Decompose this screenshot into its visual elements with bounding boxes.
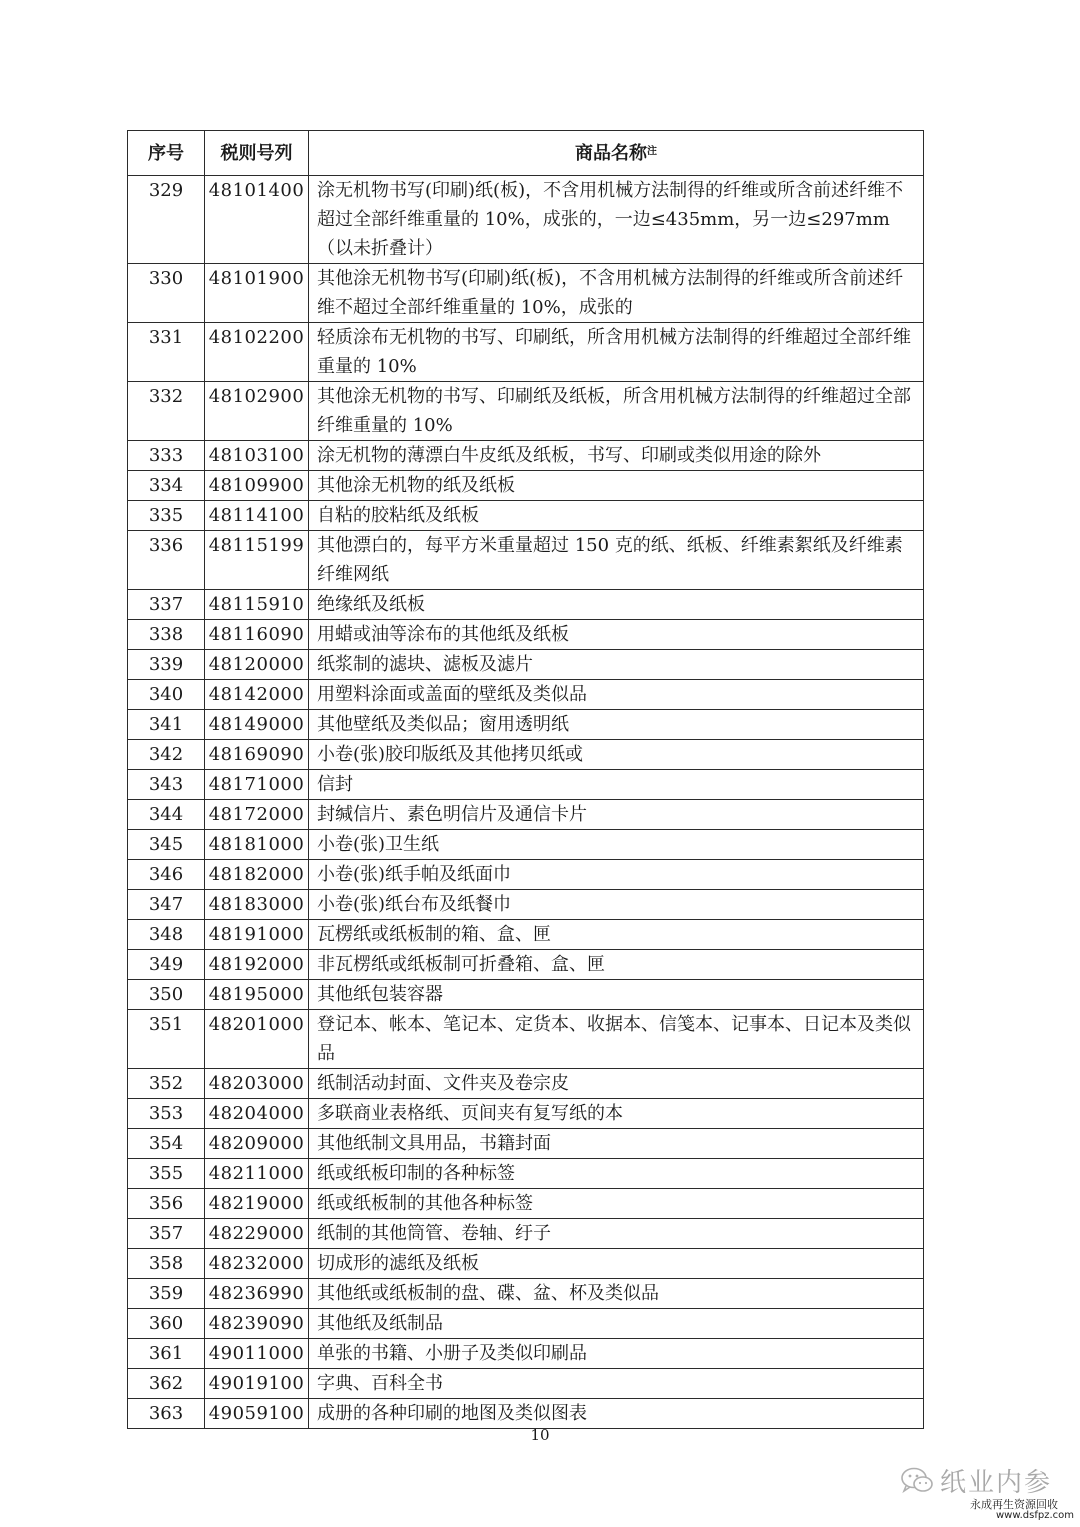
row-serial-no: 355 bbox=[128, 1159, 205, 1189]
row-tariff-code: 48102900 bbox=[205, 382, 309, 441]
table-row bbox=[128, 1279, 924, 1309]
table-body bbox=[128, 176, 924, 1429]
row-tariff-code: 48209000 bbox=[205, 1129, 309, 1159]
table-row bbox=[128, 590, 924, 620]
row-tariff-code: 48219000 bbox=[205, 1189, 309, 1219]
table-row bbox=[128, 1309, 924, 1339]
row-commodity-name: 信封 bbox=[309, 770, 924, 800]
table-row bbox=[128, 890, 924, 920]
row-tariff-code: 48211000 bbox=[205, 1159, 309, 1189]
row-commodity-name: 用蜡或油等涂布的其他纸及纸板 bbox=[309, 620, 924, 650]
table-row bbox=[128, 680, 924, 710]
row-serial-no: 335 bbox=[128, 501, 205, 531]
row-tariff-code: 48103100 bbox=[205, 441, 309, 471]
row-serial-no: 337 bbox=[128, 590, 205, 620]
row-serial-no: 350 bbox=[128, 980, 205, 1010]
row-serial-no: 354 bbox=[128, 1129, 205, 1159]
table-row bbox=[128, 264, 924, 323]
row-tariff-code: 48181000 bbox=[205, 830, 309, 860]
row-tariff-code: 48229000 bbox=[205, 1219, 309, 1249]
wechat-icon bbox=[900, 1466, 934, 1496]
row-serial-no: 345 bbox=[128, 830, 205, 860]
table-row bbox=[128, 471, 924, 501]
table-row bbox=[128, 950, 924, 980]
row-commodity-name: 其他漂白的，每平方米重量超过 150 克的纸、纸板、纤维素絮纸及纤维素纤维网纸 bbox=[309, 531, 924, 590]
table-row bbox=[128, 1219, 924, 1249]
table-header-row bbox=[128, 131, 924, 176]
row-serial-no: 331 bbox=[128, 323, 205, 382]
row-serial-no: 339 bbox=[128, 650, 205, 680]
header-note-mark: 注 bbox=[647, 145, 657, 157]
row-serial-no: 360 bbox=[128, 1309, 205, 1339]
row-tariff-code: 48115199 bbox=[205, 531, 309, 590]
row-commodity-name: 多联商业表格纸、页间夹有复写纸的本 bbox=[309, 1099, 924, 1129]
table-row bbox=[128, 1369, 924, 1399]
row-commodity-name: 其他涂无机物的书写、印刷纸及纸板，所含用机械方法制得的纤维超过全部纤维重量的 10% bbox=[309, 382, 924, 441]
header-tariff-code: 税则号列 bbox=[205, 131, 309, 176]
table-row bbox=[128, 710, 924, 740]
row-serial-no: 338 bbox=[128, 620, 205, 650]
row-commodity-name: 登记本、帐本、笔记本、定货本、收据本、信笺本、记事本、日记本及类似品 bbox=[309, 1010, 924, 1069]
row-serial-no: 330 bbox=[128, 264, 205, 323]
row-commodity-name: 涂无机物书写(印刷)纸(板)，不含用机械方法制得的纤维或所含前述纤维不超过全部纤维重量的 10%，成张的，一边≤435mm，另一边≤297mm（以未折叠计） bbox=[309, 176, 924, 264]
table-row bbox=[128, 1069, 924, 1099]
row-serial-no: 336 bbox=[128, 531, 205, 590]
row-tariff-code: 48182000 bbox=[205, 860, 309, 890]
row-commodity-name: 纸制活动封面、文件夹及卷宗皮 bbox=[309, 1069, 924, 1099]
header-commodity-name bbox=[309, 131, 924, 176]
table-row bbox=[128, 920, 924, 950]
row-commodity-name: 其他纸及纸制品 bbox=[309, 1309, 924, 1339]
row-serial-no: 333 bbox=[128, 441, 205, 471]
row-serial-no: 348 bbox=[128, 920, 205, 950]
table-row bbox=[128, 1099, 924, 1129]
row-commodity-name: 小卷(张)纸手帕及纸面巾 bbox=[309, 860, 924, 890]
row-commodity-name: 其他纸包装容器 bbox=[309, 980, 924, 1010]
row-commodity-name: 小卷(张)卫生纸 bbox=[309, 830, 924, 860]
table-row bbox=[128, 800, 924, 830]
row-tariff-code: 48116090 bbox=[205, 620, 309, 650]
table-row bbox=[128, 770, 924, 800]
row-serial-no: 362 bbox=[128, 1369, 205, 1399]
row-tariff-code: 49059100 bbox=[205, 1399, 309, 1429]
table-row bbox=[128, 650, 924, 680]
row-tariff-code: 48120000 bbox=[205, 650, 309, 680]
table-row bbox=[128, 1010, 924, 1069]
header-commodity-name-label: 商品名称 bbox=[575, 142, 647, 164]
table-row bbox=[128, 382, 924, 441]
row-tariff-code: 48169090 bbox=[205, 740, 309, 770]
row-commodity-name: 涂无机物的薄漂白牛皮纸及纸板，书写、印刷或类似用途的除外 bbox=[309, 441, 924, 471]
row-tariff-code: 48192000 bbox=[205, 950, 309, 980]
row-tariff-code: 48232000 bbox=[205, 1249, 309, 1279]
row-serial-no: 358 bbox=[128, 1249, 205, 1279]
row-tariff-code: 48203000 bbox=[205, 1069, 309, 1099]
row-tariff-code: 48101400 bbox=[205, 176, 309, 264]
row-tariff-code: 49011000 bbox=[205, 1339, 309, 1369]
row-commodity-name: 纸或纸板制的其他各种标签 bbox=[309, 1189, 924, 1219]
row-commodity-name: 轻质涂布无机物的书写、印刷纸，所含用机械方法制得的纤维超过全部纤维重量的 10% bbox=[309, 323, 924, 382]
row-commodity-name: 成册的各种印刷的地图及类似图表 bbox=[309, 1399, 924, 1429]
row-tariff-code: 48114100 bbox=[205, 501, 309, 531]
row-serial-no: 342 bbox=[128, 740, 205, 770]
row-serial-no: 356 bbox=[128, 1189, 205, 1219]
row-tariff-code: 48239090 bbox=[205, 1309, 309, 1339]
table-row bbox=[128, 980, 924, 1010]
row-serial-no: 351 bbox=[128, 1010, 205, 1069]
table-row bbox=[128, 1339, 924, 1369]
row-tariff-code: 48102200 bbox=[205, 323, 309, 382]
row-commodity-name: 纸或纸板印制的各种标签 bbox=[309, 1159, 924, 1189]
row-tariff-code: 48171000 bbox=[205, 770, 309, 800]
page-number: 10 bbox=[530, 1426, 550, 1444]
row-commodity-name: 纸浆制的滤块、滤板及滤片 bbox=[309, 650, 924, 680]
table-row bbox=[128, 1249, 924, 1279]
table-row bbox=[128, 1129, 924, 1159]
row-commodity-name: 其他壁纸及类似品；窗用透明纸 bbox=[309, 710, 924, 740]
row-commodity-name: 绝缘纸及纸板 bbox=[309, 590, 924, 620]
row-commodity-name: 其他涂无机物的纸及纸板 bbox=[309, 471, 924, 501]
row-tariff-code: 48195000 bbox=[205, 980, 309, 1010]
header-serial-no: 序号 bbox=[128, 131, 205, 176]
row-commodity-name: 小卷(张)纸台布及纸餐巾 bbox=[309, 890, 924, 920]
row-tariff-code: 48149000 bbox=[205, 710, 309, 740]
row-serial-no: 357 bbox=[128, 1219, 205, 1249]
watermark-subtitle: 永成再生资源回收 bbox=[970, 1498, 1058, 1511]
watermark bbox=[900, 1462, 1075, 1524]
row-tariff-code: 48236990 bbox=[205, 1279, 309, 1309]
row-tariff-code: 49019100 bbox=[205, 1369, 309, 1399]
row-serial-no: 329 bbox=[128, 176, 205, 264]
row-commodity-name: 其他纸或纸板制的盘、碟、盆、杯及类似品 bbox=[309, 1279, 924, 1309]
row-commodity-name: 小卷(张)胶印版纸及其他拷贝纸或 bbox=[309, 740, 924, 770]
row-commodity-name: 用塑料涂面或盖面的壁纸及类似品 bbox=[309, 680, 924, 710]
row-serial-no: 332 bbox=[128, 382, 205, 441]
row-serial-no: 334 bbox=[128, 471, 205, 501]
row-commodity-name: 其他纸制文具用品，书籍封面 bbox=[309, 1129, 924, 1159]
row-serial-no: 340 bbox=[128, 680, 205, 710]
row-commodity-name: 非瓦楞纸或纸板制可折叠箱、盒、匣 bbox=[309, 950, 924, 980]
row-serial-no: 363 bbox=[128, 1399, 205, 1429]
row-tariff-code: 48172000 bbox=[205, 800, 309, 830]
watermark-url: www.dsfpz.com bbox=[996, 1510, 1075, 1521]
row-serial-no: 344 bbox=[128, 800, 205, 830]
row-tariff-code: 48204000 bbox=[205, 1099, 309, 1129]
row-tariff-code: 48142000 bbox=[205, 680, 309, 710]
row-tariff-code: 48101900 bbox=[205, 264, 309, 323]
row-commodity-name: 切成形的滤纸及纸板 bbox=[309, 1249, 924, 1279]
table-row bbox=[128, 176, 924, 264]
row-serial-no: 346 bbox=[128, 860, 205, 890]
row-commodity-name: 瓦楞纸或纸板制的箱、盒、匣 bbox=[309, 920, 924, 950]
row-commodity-name: 字典、百科全书 bbox=[309, 1369, 924, 1399]
row-serial-no: 343 bbox=[128, 770, 205, 800]
row-tariff-code: 48201000 bbox=[205, 1010, 309, 1069]
table-row bbox=[128, 740, 924, 770]
row-commodity-name: 其他涂无机物书写(印刷)纸(板)，不含用机械方法制得的纤维或所含前述纤维不超过全部纤维重量的 10%，成张的 bbox=[309, 264, 924, 323]
row-serial-no: 353 bbox=[128, 1099, 205, 1129]
table-row bbox=[128, 323, 924, 382]
row-serial-no: 352 bbox=[128, 1069, 205, 1099]
table-row bbox=[128, 1399, 924, 1429]
row-tariff-code: 48191000 bbox=[205, 920, 309, 950]
table-row bbox=[128, 531, 924, 590]
row-commodity-name: 纸制的其他筒管、卷轴、纡子 bbox=[309, 1219, 924, 1249]
row-serial-no: 359 bbox=[128, 1279, 205, 1309]
table-row bbox=[128, 1159, 924, 1189]
row-serial-no: 341 bbox=[128, 710, 205, 740]
row-commodity-name: 单张的书籍、小册子及类似印刷品 bbox=[309, 1339, 924, 1369]
row-commodity-name: 封缄信片、素色明信片及通信卡片 bbox=[309, 800, 924, 830]
table-row bbox=[128, 501, 924, 531]
row-commodity-name: 自粘的胶粘纸及纸板 bbox=[309, 501, 924, 531]
commodity-table bbox=[127, 130, 924, 1429]
row-serial-no: 347 bbox=[128, 890, 205, 920]
row-serial-no: 349 bbox=[128, 950, 205, 980]
table-row bbox=[128, 620, 924, 650]
row-serial-no: 361 bbox=[128, 1339, 205, 1369]
table-row bbox=[128, 860, 924, 890]
row-tariff-code: 48115910 bbox=[205, 590, 309, 620]
row-tariff-code: 48109900 bbox=[205, 471, 309, 501]
watermark-logo-text: 纸业内参 bbox=[940, 1468, 1053, 1498]
table-row bbox=[128, 441, 924, 471]
table-row bbox=[128, 1189, 924, 1219]
table-row bbox=[128, 830, 924, 860]
row-tariff-code: 48183000 bbox=[205, 890, 309, 920]
